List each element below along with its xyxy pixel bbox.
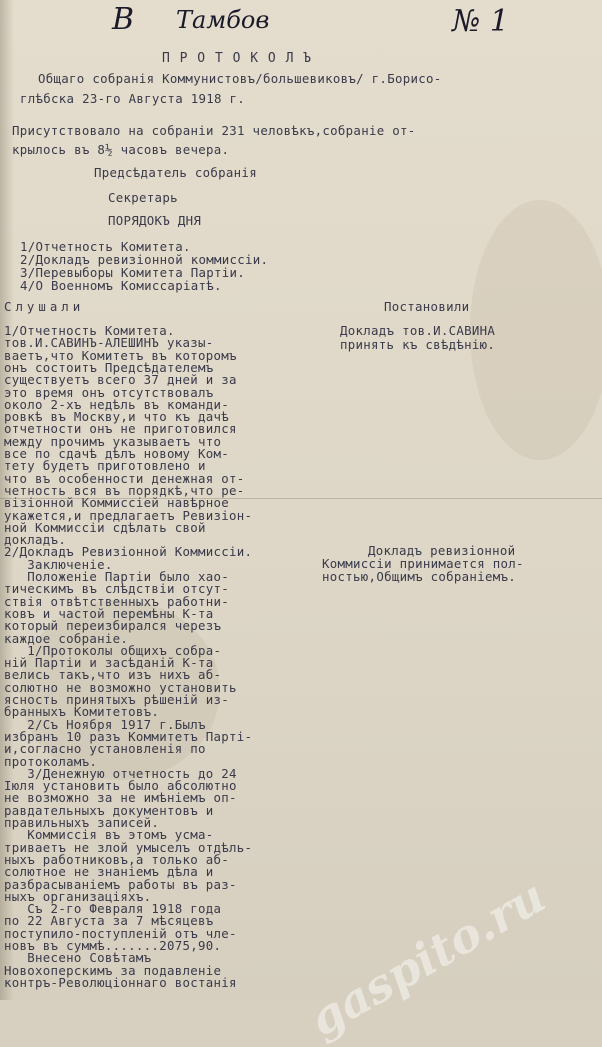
header-line-3: Присутствовало на собраніи 231 человѣкъ,собраніе от- xyxy=(12,123,416,138)
body-line: ровкѣ въ Москву,и что къ дачѣ xyxy=(4,409,230,425)
page-title: П Р О Т О К О Л Ъ xyxy=(162,51,313,66)
body-line: солютное не знаніемъ дѣла и xyxy=(4,864,214,880)
column-header-left: Слушали xyxy=(4,299,85,314)
resolution-2-line-3: ностью,Общимъ собраніемъ. xyxy=(322,569,516,584)
body-line: ствія отвѣтственныхъ работни- xyxy=(4,593,230,609)
chairman-label: Предсѣдатель собранія xyxy=(94,165,257,180)
body-line: бранныхъ Комитетовъ. xyxy=(4,704,160,720)
body-line: Положеніе Партіи было хао- xyxy=(4,569,230,584)
agenda-item: 1/Отчетность Комитета. xyxy=(20,239,191,254)
body-line: 1/Отчетность Комитета. xyxy=(4,323,175,338)
body-line: все по сдачѣ дѣлъ новому Ком- xyxy=(4,446,230,461)
agenda-item: 2/Докладъ ревизіонной коммиссіи. xyxy=(20,252,269,267)
agenda-item: 3/Перевыборы Комитета Партіи. xyxy=(20,265,246,280)
body-line: 1/Протоколы общихъ собра- xyxy=(4,642,222,658)
body-line: укажется,и предлагаетъ Ревизіон- xyxy=(4,507,253,523)
body-line: солютно не возможно установить xyxy=(4,679,237,695)
body-line: тету будетъ приготовлено и xyxy=(4,458,206,474)
body-line: ной Коммиссіи сдѣлать свой xyxy=(4,519,206,535)
body-line: избранъ 10 разъ Коммитетъ Парті- xyxy=(4,728,253,744)
body-line: 2/Съ Ноября 1917 г.Былъ xyxy=(4,716,206,732)
body-line: Іюля установить было абсолютно xyxy=(4,778,237,794)
body-line: правильныхъ записей. xyxy=(4,815,160,830)
resolution-2-line-2: Коммиссіи принимается пол- xyxy=(322,556,524,571)
body-line: Коммиссія въ этомъ усма- xyxy=(4,827,214,843)
body-line: ныхъ работниковъ,а только аб- xyxy=(4,851,230,867)
header-line-1: Общаго собранія Коммунистовъ/большевиковъ/ г.Борисо- xyxy=(38,71,442,86)
handwritten-letter: В xyxy=(112,2,135,37)
body-line: візіонной Коммиссіей навѣрное xyxy=(4,495,230,511)
resolution-1-line-1: Докладъ тов.И.САВИНА xyxy=(340,323,496,338)
body-line: каждое собраніе. xyxy=(4,630,129,646)
agenda-item: 4/О Военномъ Комиссаріатѣ. xyxy=(20,278,222,293)
body-line: ній Партіи и засѣданій К-та xyxy=(4,655,214,671)
body-line: триваетъ не злой умыселъ отдѣль- xyxy=(4,839,253,855)
body-line: который переизбирался черезъ xyxy=(4,618,222,634)
body-line: около 2-хъ недѣль въ команди- xyxy=(4,396,230,412)
body-line: равдательныхъ документовъ и xyxy=(4,802,214,818)
body-line: тов.И.САВИНЪ-АЛЕШИНЪ указы- xyxy=(4,335,214,351)
body-line: 2/Докладъ Ревизіонной Коммиссіи. xyxy=(4,544,253,560)
body-line: поступило-поступленій отъ чле- xyxy=(4,925,237,941)
body-line: контръ-Революціоннаго востанія xyxy=(4,974,237,990)
body-line: 3/Денежную отчетность до 24 xyxy=(4,765,237,781)
body-line: разбрасываніемъ работы въ раз- xyxy=(4,876,237,892)
body-line: Внесено Совѣтамъ xyxy=(4,950,152,966)
body-line: ковъ и частой перемѣны К-та xyxy=(4,605,214,621)
handwritten-number: № 1 xyxy=(452,4,510,39)
resolution-1-line-2: принять къ свѣдѣнію. xyxy=(340,337,496,352)
body-line: онъ состоитъ Предсѣдателемъ xyxy=(4,359,214,375)
header-line-2: глѣбска 23-го Августа 1918 г. xyxy=(20,91,246,106)
body-line: Съ 2-го Февраля 1918 года xyxy=(4,901,222,917)
body-line: существуетъ всего 37 дней и за xyxy=(4,372,237,388)
body-line: это время онъ отсутствовалъ xyxy=(4,384,214,400)
body-line: ясность принятыхъ рѣшеній из- xyxy=(4,692,230,707)
body-line: не возможно за не имѣніемъ оп- xyxy=(4,790,237,806)
body-line: по 22 Августа за 7 мѣсяцевъ xyxy=(4,913,214,929)
body-line: четность вся въ порядкѣ,что ре- xyxy=(4,482,245,498)
body-line: Заключеніе. xyxy=(4,556,113,572)
body-line: велись такъ,что изъ нихъ аб- xyxy=(4,667,222,683)
body-line: и,согласно установленія по xyxy=(4,741,206,757)
secretary-label: Секретарь xyxy=(108,190,178,205)
body-line: Новохоперскимъ за подавленіе xyxy=(4,962,222,978)
agenda-title: ПОРЯДОКЪ ДНЯ xyxy=(108,213,202,228)
resolution-2-line-1: Докладъ ревизіонной xyxy=(368,543,516,558)
handwritten-city: Тамбов xyxy=(176,6,270,34)
body-line: между прочимъ указываетъ что xyxy=(4,433,222,449)
watermark: gaspito.ru xyxy=(300,868,555,1047)
body-line: отчетности онъ не приготовился xyxy=(4,421,237,437)
header-line-4: крылось въ 8½ часовъ вечера. xyxy=(12,142,230,157)
body-line: новъ въ суммѣ.......2075,90. xyxy=(4,938,222,953)
body-line: протоколамъ. xyxy=(4,753,98,769)
column-header-right: Постановили xyxy=(384,299,470,314)
body-line: тическимъ въ слѣдствіи отсут- xyxy=(4,581,230,597)
body-line: ныхъ организаціяхъ. xyxy=(4,888,152,904)
body-line: ваетъ,что Комитетъ въ которомъ xyxy=(4,347,237,363)
body-line: что въ особенности денежная от- xyxy=(4,470,245,486)
body-line: докладъ. xyxy=(4,532,67,548)
